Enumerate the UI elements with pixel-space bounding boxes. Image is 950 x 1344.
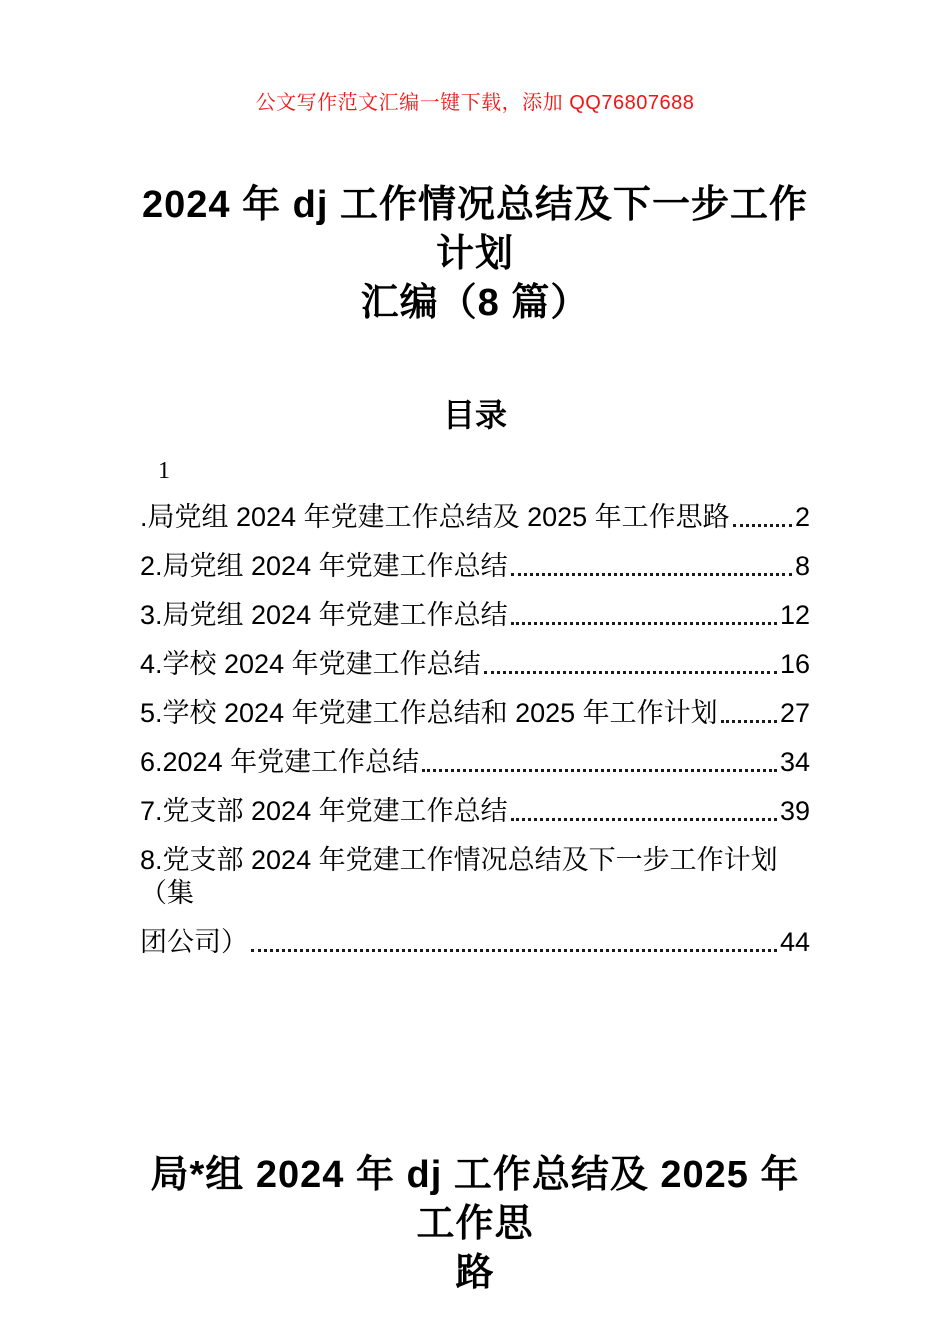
toc-entry-1 — [140, 501, 810, 534]
toc-entry-label: 6.2024 年党建工作总结 — [140, 747, 420, 777]
toc-leader-dots — [733, 524, 792, 527]
toc-leader-dots — [511, 818, 777, 821]
toc-entry-label: 团公司） — [140, 927, 248, 957]
toc-entry-label: 2.局党组 2024 年党建工作总结 — [140, 551, 508, 581]
toc-orphan-number: 1 — [158, 458, 170, 484]
toc-entry-5 — [140, 697, 810, 730]
section-heading — [140, 1151, 810, 1298]
toc-entry-label: 8.党支部 2024 年党建工作情况总结及下一步工作计划（集 — [140, 845, 778, 908]
table-of-contents — [140, 501, 810, 959]
toc-entry-6 — [140, 746, 810, 779]
toc-page-number: 44 — [779, 927, 810, 957]
toc-page-number: 34 — [779, 747, 810, 777]
toc-leader-dots — [721, 720, 777, 723]
toc-page-number: 12 — [779, 600, 810, 630]
toc-entry-label: 5.学校 2024 年党建工作总结和 2025 年工作计划 — [140, 698, 718, 728]
toc-page-number: 8 — [794, 551, 810, 581]
document-title — [140, 181, 810, 328]
toc-page-number: 2 — [794, 502, 810, 532]
toc-leader-dots — [484, 671, 777, 674]
toc-entry-8-line1 — [140, 844, 810, 910]
section-heading-line2: 路 — [455, 1252, 495, 1294]
document-title-line1: 2024 年 dj 工作情况总结及下一步工作计划 — [142, 184, 808, 275]
toc-leader-dots — [251, 949, 777, 952]
toc-entry-label: .局党组 2024 年党建工作总结及 2025 年工作思路 — [140, 502, 730, 532]
toc-entry-label: 3.局党组 2024 年党建工作总结 — [140, 600, 508, 630]
toc-entry-7 — [140, 795, 810, 828]
toc-entry-label: 4.学校 2024 年党建工作总结 — [140, 649, 481, 679]
toc-leader-dots — [511, 573, 792, 576]
toc-entry-4 — [140, 648, 810, 681]
toc-page-number: 16 — [779, 649, 810, 679]
toc-entry-3 — [140, 599, 810, 632]
promo-banner-text: 公文写作范文汇编一键下载，添加 QQ76807688 — [255, 92, 695, 114]
toc-leader-dots — [511, 622, 777, 625]
document-title-line2: 汇编（8 篇） — [360, 282, 590, 324]
toc-entry-2 — [140, 550, 810, 583]
toc-entry-8-line2 — [140, 926, 810, 959]
section-heading-line1: 局*组 2024 年 dj 工作总结及 2025 年工作思 — [150, 1154, 800, 1245]
toc-heading: 目录 — [442, 397, 507, 433]
toc-page-number: 39 — [779, 796, 810, 826]
toc-entry-label: 7.党支部 2024 年党建工作总结 — [140, 796, 508, 826]
toc-leader-dots — [422, 769, 777, 772]
toc-page-number: 27 — [779, 698, 810, 728]
